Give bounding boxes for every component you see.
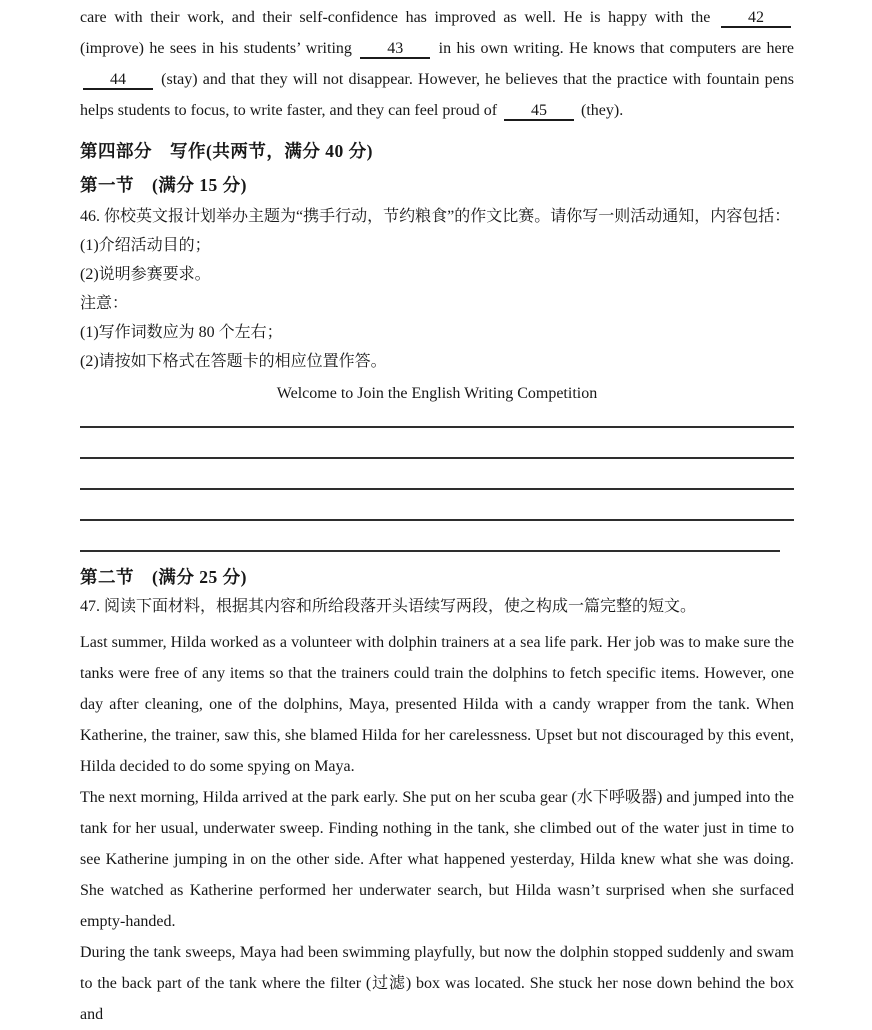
- answer-blank-43: 43: [360, 40, 430, 59]
- q46-note-2: (2)请按如下格式在答题卡的相应位置作答。: [80, 353, 387, 370]
- q46-point-2: (2)说明参赛要求。: [80, 266, 211, 283]
- answer-blank-42: 42: [721, 9, 791, 28]
- q47-prompt: 47. 阅读下面材料，根据其内容和所给段落开头语续写两段，使之构成一篇完整的短文。: [80, 598, 697, 615]
- writing-line: [80, 406, 794, 428]
- q46-prompt: 46. 你校英文报计划举办主题为“携手行动，节约粮食”的作文比赛。请你写一则活动通知，内容包括：: [80, 208, 791, 225]
- answer-blank-45: 45: [504, 102, 574, 121]
- section1-header: 第一节 (满分 15 分): [80, 175, 247, 195]
- section2-header: 第二节 (满分 25 分): [80, 567, 247, 587]
- answer-blank-44: 44: [83, 71, 153, 90]
- essay-title: Welcome to Join the English Writing Competition: [276, 385, 598, 402]
- story-paragraph-1: Last summer, Hilda worked as a volunteer with dolphin trainers at a sea life park. Her job was to make sure the tanks were free of any items so that the trainers could train the dolphins to fetch specific items. However, one day after cleaning, one of the dolphins, Maya, presented Hilda with a candy wrapper from the tank. When Katherine, the trainer, saw this, she blamed Hilda for her carelessness. Upset but not discouraged by this event, Hilda decided to do some spying on Maya.: [80, 634, 794, 775]
- writing-area: [80, 406, 794, 552]
- gapfill-paragraph: care with their work, and their self-confidence has improved as well. He is happy with the 42 (improve) he sees in his students’ writing 43 in his own writing. He knows that computers are here 44 (stay) and that they will not disappear. However, he believes that the practice with fountain pens helps students to focus, to write faster, and they can feel proud of 45 (they).: [80, 9, 795, 119]
- writing-line: [80, 521, 780, 552]
- part4-header: 第四部分 写作(共两节，满分 40 分): [80, 141, 373, 161]
- writing-line: [80, 490, 794, 521]
- story-paragraph-2: The next morning, Hilda arrived at the park early. She put on her scuba gear (水下呼吸器) and jumped into the tank for her usual, underwater sweep. Finding nothing in the tank, she climbed out of the water just in time to see Katherine jumping in on the other side. After what happened yesterday, Hilda knew what she was doing. She watched as Katherine performed her underwater search, but Hilda wasn’t surprised when she surfaced empty-handed.: [80, 789, 794, 930]
- writing-line: [80, 428, 794, 459]
- q46-note-1: (1)写作词数应为 80 个左右；: [80, 324, 283, 341]
- story-paragraph-3: During the tank sweeps, Maya had been swimming playfully, but now the dolphin stopped suddenly and swam to the back part of the tank where the filter (过滤) box was located. She stuck her nose down behind the box and: [80, 944, 794, 1023]
- writing-line: [80, 459, 794, 490]
- q46-point-1: (1)介绍活动目的；: [80, 237, 211, 254]
- q46-notice-label: 注意：: [80, 295, 129, 312]
- story-text: [80, 627, 794, 1030]
- q46-instructions: [80, 202, 794, 376]
